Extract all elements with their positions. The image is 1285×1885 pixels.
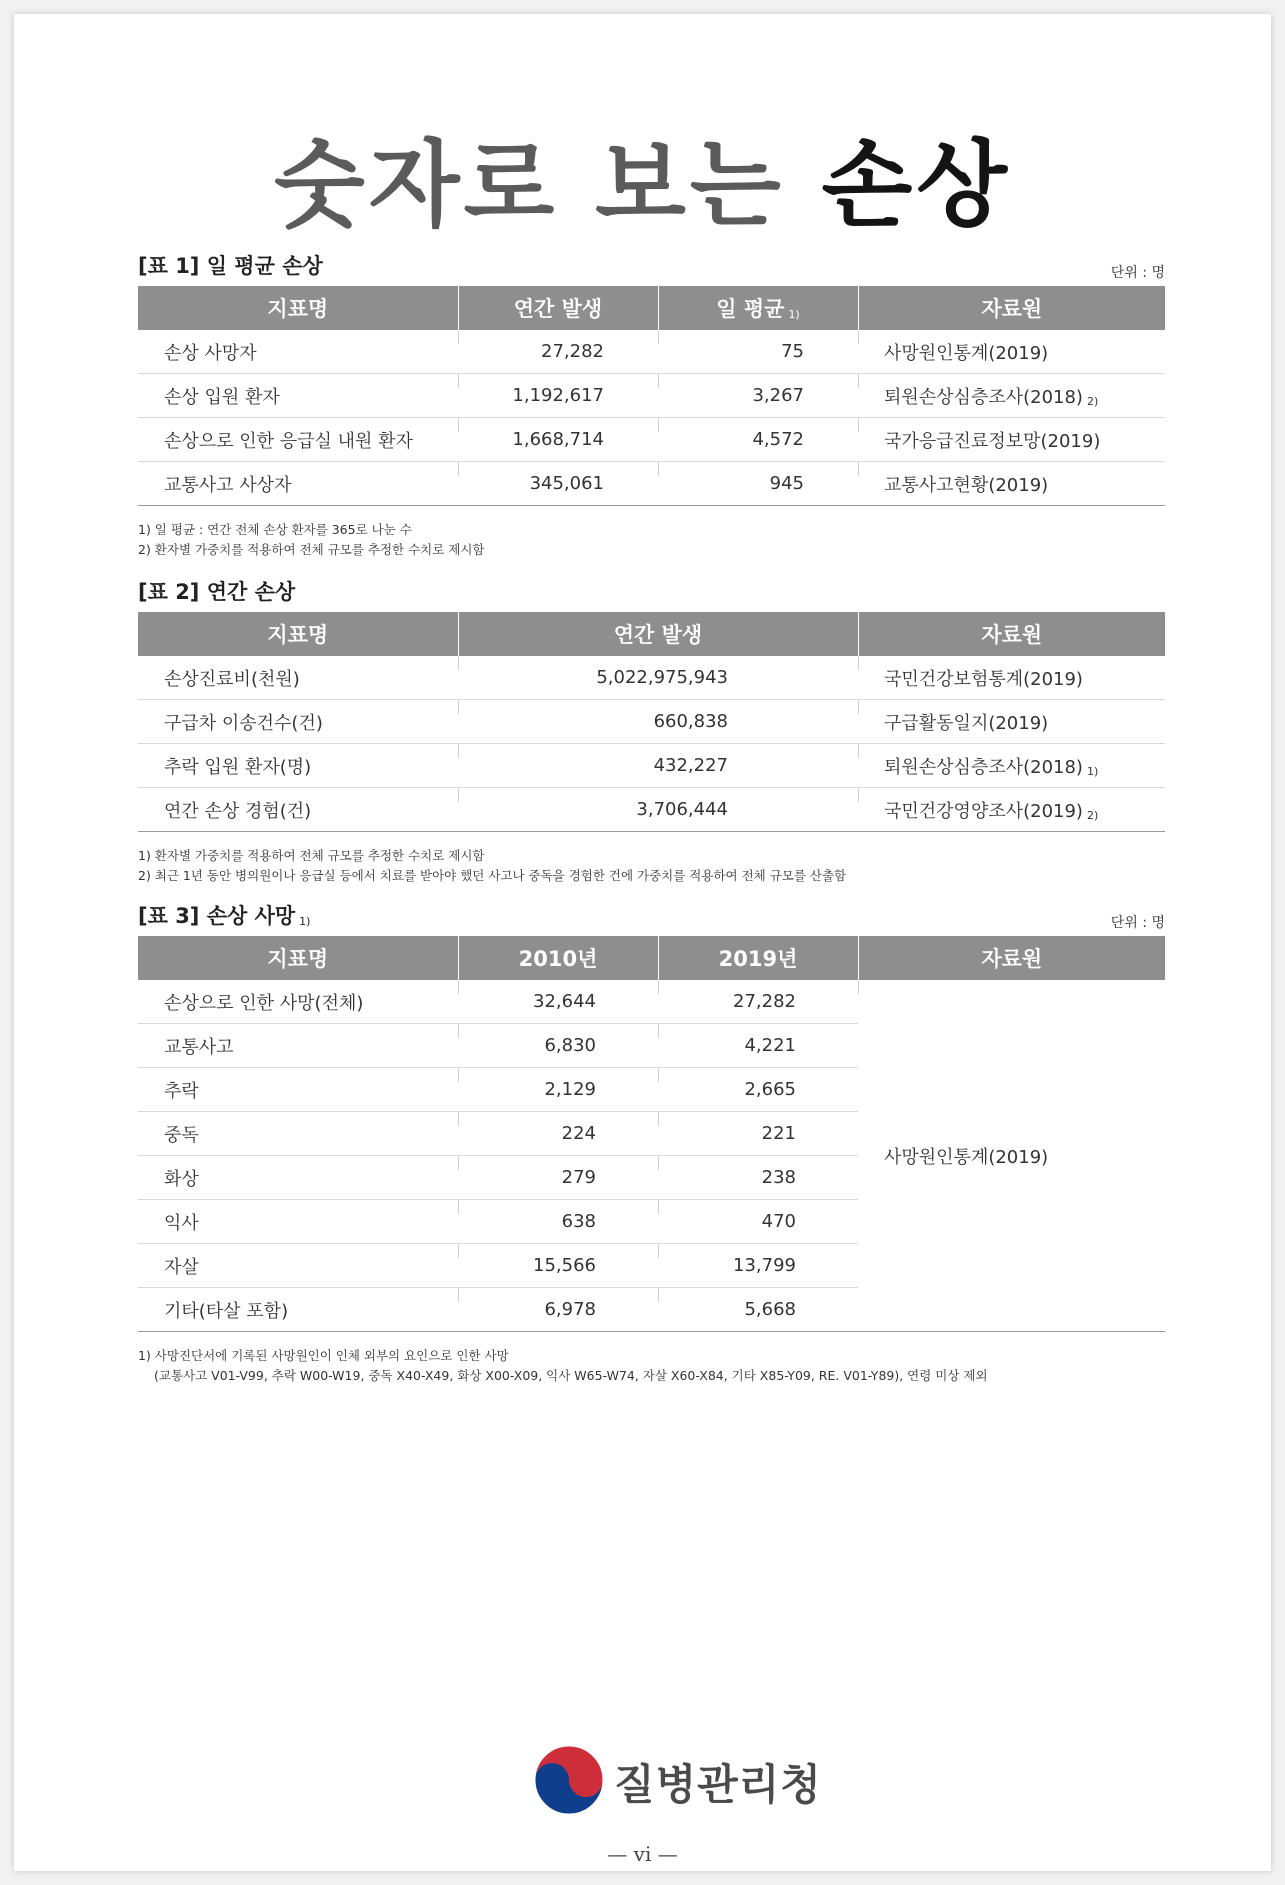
table2-cell-annual: 660,838 (458, 700, 858, 744)
table3-cell-name: 익사 (138, 1200, 458, 1244)
table1-row (138, 418, 1165, 462)
table3-cell-name: 자살 (138, 1244, 458, 1288)
table3-unit: 단위 : 명 (1110, 915, 1165, 931)
table2-cell-source: 퇴원손상심층조사(2018) 1) (858, 744, 1165, 788)
table2-cell-name: 연간 손상 경험(건) (138, 788, 458, 832)
table2-title: [표 2] 연간 손상 (138, 580, 296, 604)
table3-header-name: 지표명 (138, 936, 458, 980)
table2-header-name: 지표명 (138, 612, 458, 656)
table2 (138, 612, 1165, 832)
table1-cell-annual: 1,192,617 (458, 374, 658, 418)
table1-header-annual: 연간 발생 (458, 286, 658, 330)
table2-cell-annual: 3,706,444 (458, 788, 858, 832)
table3-cell-2010: 15,566 (458, 1244, 658, 1288)
table3-cell-2019: 13,799 (658, 1244, 858, 1288)
table3-cell-2019: 2,665 (658, 1068, 858, 1112)
table2-section (138, 572, 1165, 886)
table1-row (138, 330, 1165, 374)
table1 (138, 286, 1165, 506)
table2-row (138, 788, 1165, 832)
table1-cell-name: 교통사고 사상자 (138, 462, 458, 506)
page-title-part2: 손상 (821, 131, 1012, 240)
taegeuk-emblem-icon (533, 1744, 605, 1816)
table1-cell-source: 사망원인통계(2019) (858, 330, 1165, 374)
table3-cell-name: 추락 (138, 1068, 458, 1112)
table2-cell-name: 추락 입원 환자(명) (138, 744, 458, 788)
table2-cell-source: 국민건강보험통계(2019) (858, 656, 1165, 700)
footer-logo (14, 1744, 1271, 1824)
table2-row (138, 656, 1165, 700)
table2-row (138, 744, 1165, 788)
page (14, 14, 1271, 1871)
table3-cell-2019: 238 (658, 1156, 858, 1200)
table2-notes (138, 846, 1165, 886)
table1-cell-name: 손상으로 인한 응급실 내원 환자 (138, 418, 458, 462)
table1-cell-daily: 75 (658, 330, 858, 374)
table1-section (138, 246, 1165, 560)
table3-cell-2010: 279 (458, 1156, 658, 1200)
org-name: 질병관리청 (614, 1760, 822, 1809)
table3-row (138, 980, 1165, 1024)
table1-header-name: 지표명 (138, 286, 458, 330)
table3-cell-2019: 5,668 (658, 1288, 858, 1332)
table1-header-row (138, 286, 1165, 330)
page-title-part1: 숫자로 보는 (273, 131, 785, 240)
page-title (14, 131, 1271, 240)
table3-notes (138, 1346, 1165, 1386)
table1-cell-annual: 27,282 (458, 330, 658, 374)
table1-header-daily: 일 평균 1) (658, 286, 858, 330)
table3-cell-2019: 4,221 (658, 1024, 858, 1068)
table1-notes (138, 520, 1165, 560)
table3-cell-2010: 6,978 (458, 1288, 658, 1332)
table3-cell-name: 중독 (138, 1112, 458, 1156)
table2-cell-source: 구급활동일지(2019) (858, 700, 1165, 744)
table3-cell-2010: 32,644 (458, 980, 658, 1024)
table3-cell-2010: 638 (458, 1200, 658, 1244)
table3-note-1: 1) 사망진단서에 기록된 사망원인이 인체 외부의 요인으로 인한 사망 (138, 1348, 509, 1363)
table1-cell-annual: 345,061 (458, 462, 658, 506)
table1-cell-daily: 4,572 (658, 418, 858, 462)
table3-header-source: 자료원 (858, 936, 1165, 980)
table2-cell-annual: 5,022,975,943 (458, 656, 858, 700)
table3-header-2019: 2019년 (658, 936, 858, 980)
table1-header-source: 자료원 (858, 286, 1165, 330)
table2-note-1: 1) 환자별 가중치를 적용하여 전체 규모를 추정한 수치로 제시함 (138, 848, 485, 863)
table1-row (138, 374, 1165, 418)
table2-cell-source: 국민건강영양조사(2019) 2) (858, 788, 1165, 832)
table1-cell-name: 손상 사망자 (138, 330, 458, 374)
table2-note-2: 2) 최근 1년 동안 병의원이나 응급실 등에서 치료를 받아야 했던 사고나 중독을 경험한 건에 가중치를 적용하여 전체 규모를 산출함 (138, 868, 847, 883)
table1-note-1: 1) 일 평균 : 연간 전체 손상 환자를 365로 나눈 수 (138, 522, 412, 537)
table1-cell-name: 손상 입원 환자 (138, 374, 458, 418)
table1-cell-annual: 1,668,714 (458, 418, 658, 462)
table3-cell-name: 화상 (138, 1156, 458, 1200)
table1-cell-source: 퇴원손상심층조사(2018) 2) (858, 374, 1165, 418)
page-number: — vi — (607, 1842, 678, 1866)
table3-cell-2010: 2,129 (458, 1068, 658, 1112)
table2-header-row (138, 612, 1165, 656)
table3-cell-2010: 224 (458, 1112, 658, 1156)
table3-section (138, 896, 1165, 1386)
table3-cell-2019: 221 (658, 1112, 858, 1156)
table1-cell-daily: 3,267 (658, 374, 858, 418)
table3-note-2: (교통사고 V01-V99, 추락 W00-W19, 중독 X40-X49, 화상 X00-X09, 익사 W65-W74, 자살 X60-X84, 기타 X85-Y09, RE. V01-Y89), 연령 미상 제외 (154, 1368, 988, 1383)
table1-row (138, 462, 1165, 506)
table3-cell-name: 기타(타살 포함) (138, 1288, 458, 1332)
table3-cell-name: 손상으로 인한 사망(전체) (138, 980, 458, 1024)
table3-header-row (138, 936, 1165, 980)
table1-cell-daily: 945 (658, 462, 858, 506)
table3-cell-source: 사망원인통계(2019) (858, 980, 1165, 1332)
table1-title: [표 1] 일 평균 손상 (138, 254, 323, 278)
table3-cell-name: 교통사고 (138, 1024, 458, 1068)
table2-cell-name: 구급차 이송건수(건) (138, 700, 458, 744)
table3-cell-2010: 6,830 (458, 1024, 658, 1068)
table3 (138, 936, 1165, 1332)
table3-cell-2019: 470 (658, 1200, 858, 1244)
table1-cell-source: 교통사고현황(2019) (858, 462, 1165, 506)
table2-cell-name: 손상진료비(천원) (138, 656, 458, 700)
table3-title: [표 3] 손상 사망 1) (138, 904, 311, 928)
table2-cell-annual: 432,227 (458, 744, 858, 788)
table1-note-2: 2) 환자별 가중치를 적용하여 전체 규모를 추정한 수치로 제시함 (138, 542, 485, 557)
table1-cell-source: 국가응급진료정보망(2019) (858, 418, 1165, 462)
table2-header-annual: 연간 발생 (458, 612, 858, 656)
table3-cell-2019: 27,282 (658, 980, 858, 1024)
table2-header-source: 자료원 (858, 612, 1165, 656)
table3-header-2010: 2010년 (458, 936, 658, 980)
table1-unit: 단위 : 명 (1110, 265, 1165, 281)
table2-row (138, 700, 1165, 744)
